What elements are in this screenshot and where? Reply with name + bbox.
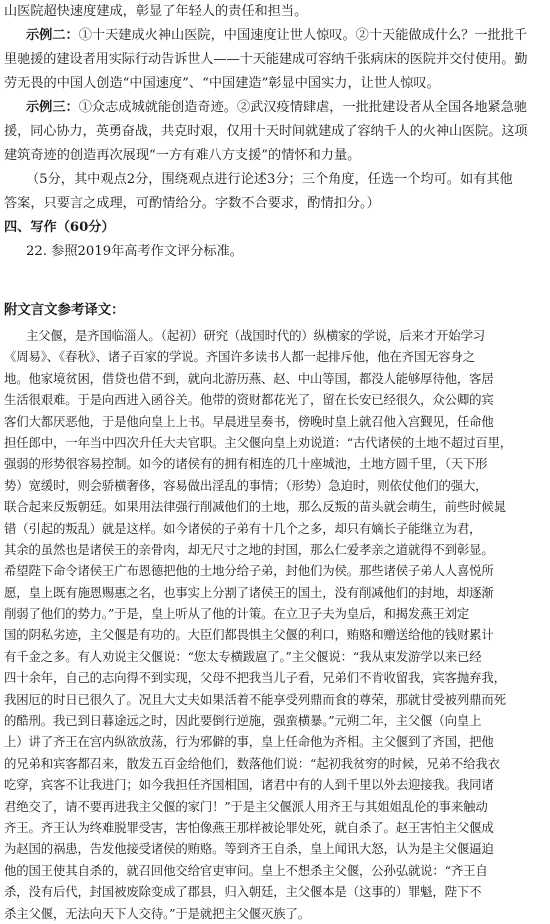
text-line: 山医院超快速度建成，彰显了年轻人的责任和担当。 <box>4 4 308 19</box>
translation-section <box>0 325 550 924</box>
section-heading: 四、写作（60分） <box>4 220 115 235</box>
translation-line: 担任郎中，一年当中四次升任大夫官职。主父偃向皇上劝说道：“古代诸侯的土地不超过百里， <box>4 434 513 450</box>
scoring-note: （5分，其中观点2分，围绕观点进行论述3分；三个角度，任选一个均可。如有其他 <box>26 172 513 187</box>
text-line: 援，同心协力，英勇奋战，共克时艰，仅用十天时间就建成了容纳千人的火神山医院。这项 <box>4 124 528 139</box>
translation-line: 其余的虽然也是诸侯王的亲骨肉，却无尺寸之地的封国，那么仁爱孝亲之道就得不到彰显。 <box>4 541 494 557</box>
translation-line: 的酷刑。我已到日暮途远之时，因此要倒行逆施，强蛮横暴。”元朔二年，主父偃（向皇上 <box>4 713 482 729</box>
translation-line: 势）宽缓时，则会骄横奢侈，容易做出淫乱的事情；（形势）急迫时，则依仗他们的强大， <box>4 477 488 493</box>
translation-line: 削弱了他们的势力。”于是，皇上听从了他的计策。在立卫子夫为皇后，和揭发燕王刘定 <box>4 606 470 622</box>
translation-line: 的兄弟和宾客都召来，散发五百金给他们，数落他们说：“起初我贫穷的时候，兄弟不给我衣 <box>4 755 500 771</box>
translation-line: 愿，皇上既有施恩赐惠之名，也事实上分割了诸侯王的国土，没有削减他们的封地，却逐渐 <box>4 584 494 600</box>
example-two-line <box>0 24 550 48</box>
translation-line: 错（引起的叛乱）就是这样。如今诸侯的子弟有十几个之多，却只有嫡长子能继立为君， <box>4 520 482 536</box>
translation-line: 四十余年，自己的志向得不到实现，父母不把我当儿子看，兄弟们不肯收留我，宾客抛弃我， <box>4 670 506 686</box>
translation-line: 齐王。齐王认为终难脱罪受害，害怕像燕王那样被论罪处死，就自杀了。赵王害怕主父偃成 <box>4 819 494 835</box>
example-text: ①十天建成火神山医院，中国速度让世人惊叹。②十天能做成什么？一批批千 <box>78 28 528 43</box>
text-line: 劳无畏的中国人创造“中国速度”、“中国建造”彰显中国实力，让世人惊叹。 <box>4 76 440 91</box>
translation-line: 希望陛下命令诸侯王广布恩德把他的土地分给子弟，封他们为侯。那些诸侯子弟人人喜悦所 <box>4 563 494 579</box>
example-label: 示例三： <box>26 100 79 115</box>
translation-title: 附文言文参考译文： <box>4 302 125 318</box>
translation-line: 吃穿，宾客不让我进门；如今我担任齐国相国，诸君中有的人到千里以外去迎接我。我同诸 <box>4 777 494 793</box>
translation-line: 客们大都厌恶他，于是他向皇上上书。早晨进呈奏书，傍晚时皇上就召他入宫觐见，任命他 <box>4 413 494 429</box>
translation-line: 杀，没有后代，封国被废除变成了郡县，归入朝廷，主父偃本是（这事的）罪魁，陛下不 <box>4 884 482 900</box>
translation-line: 联合起来反叛朝廷。如果用法律强行削减他们的土地，那么反叛的苗头就会萌生，前些时候晁 <box>4 499 506 515</box>
translation-line: 为赵国的祸患，告发他接受诸侯的贿赂。等到齐王自杀，皇上闻讯大怒，认为是主父偃逼迫 <box>4 841 494 857</box>
translation-line: 杀主父偃，无法向天下人交待。”于是就把主父偃灭族了。 <box>4 905 310 921</box>
answer-section <box>0 0 550 264</box>
example-label: 示例二： <box>26 28 79 43</box>
translation-line: 他的国王使其自杀的，就召回他交给官吏审问。皇上不想杀主父偃，公孙弘就说：“齐王自 <box>4 862 488 878</box>
question-22: 22. 参照2019年高考作文评分标准。 <box>26 244 243 259</box>
example-text: ①众志成城就能创造奇迹。②武汉疫情肆虐，一批批建设者从全国各地紧急驰 <box>78 100 528 115</box>
text-line: 里驰援的建设者用实际行动告诉世人——十天能建成可容纳千张病床的医院并交付使用。勤 <box>4 52 528 67</box>
translation-line: 我困厄的时日已很久了。况且大丈夫如果活着不能享受列鼎而食的尊荣，那就甘受被列鼎而死 <box>4 691 506 707</box>
text-line: 建筑奇迹的创造再次展现“一方有难八方支援”的情怀和力量。 <box>4 148 361 163</box>
example-three-line <box>0 96 550 120</box>
translation-line: 上）讲了齐王在宫内纵欲放荡，行为邪僻的事，皇上任命他为齐相。主父偃到了齐国，把他 <box>4 734 494 750</box>
scoring-note: 答案，只要言之成理，可酌情给分。字数不合要求，酌情扣分。） <box>4 196 380 211</box>
translation-line: 国的阴私劣迹，主父偃是有功的。大臣们都畏惧主父偃的利口，贿赂和赠送给他的钱财累计 <box>4 627 494 643</box>
translation-line: 《周易》、《春秋》、诸子百家的学说。齐国许多读书人都一起排斥他，他在齐国无容身之 <box>4 349 476 365</box>
translation-line: 地。他家境贫困，借贷也借不到，就向北游历燕、赵、中山等国，都没人能够厚待他，客居 <box>4 370 494 386</box>
translation-line: 主父偃，是齐国临淄人。（起初）研究（战国时代的）纵横家的学说，后来才开始学习 <box>26 328 485 343</box>
translation-heading-block <box>0 298 550 322</box>
translation-line: 君绝交了，请不要再进我主父偃的家门！”于是主父偃派人用齐王与其姐姐乱伦的事来触动 <box>4 798 488 814</box>
translation-line: 有千金之多。有人劝说主父偃说：“您太专横跋扈了。”主父偃说：“我从束发游学以来已经 <box>4 648 482 664</box>
translation-line: 生活很艰难。于是向西进入函谷关。他带的资财都花光了，留在长安已经很久，众公卿的宾 <box>4 392 494 408</box>
translation-line: 强弱的形势很容易控制。如今的诸侯有的拥有相连的几十座城池，土地方圆千里，（天下形 <box>4 456 488 472</box>
